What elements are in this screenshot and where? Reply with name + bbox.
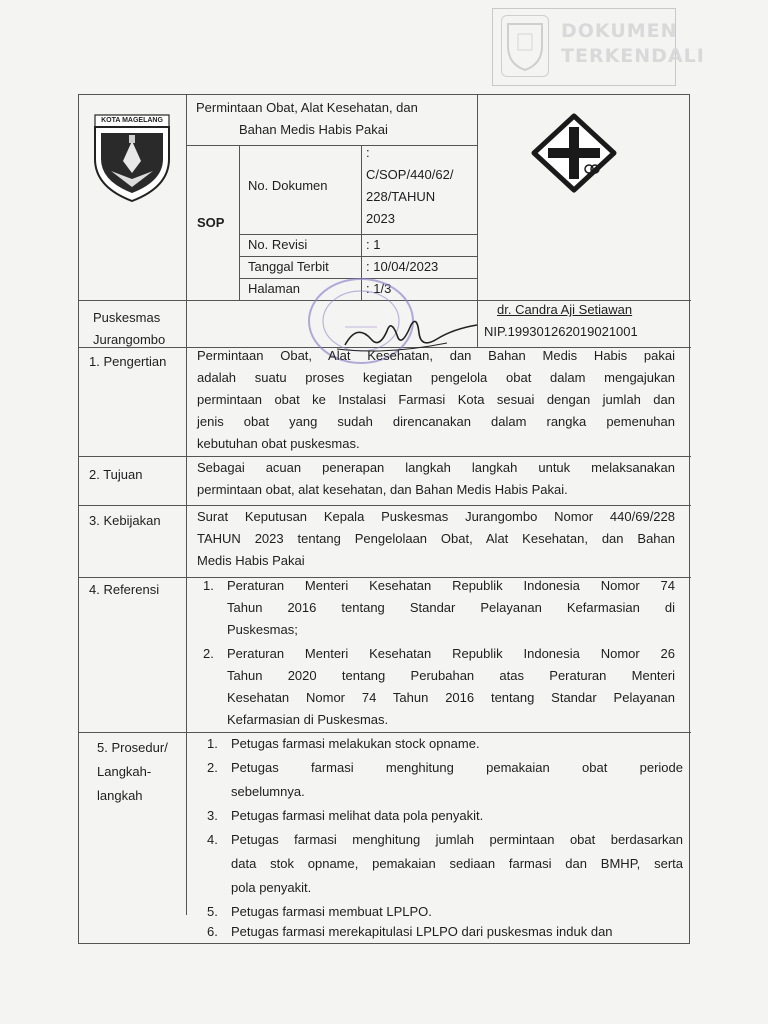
- logo-caption: KOTA MAGELANG: [101, 117, 163, 124]
- no-revisi-label: No. Revisi: [248, 237, 308, 252]
- stamp-text-line2: TERKENDALI: [561, 45, 705, 67]
- prosedur-item-number: 3.: [207, 808, 218, 823]
- prosedur-item-number: 1.: [207, 736, 218, 751]
- sop-label: SOP: [197, 215, 225, 230]
- prosedur-item-line: Petugas farmasi menghitung pemakaian obat periode: [231, 760, 683, 775]
- prosedur-item-line: Petugas farmasi menghitung jumlah permintaan obat berdasarkan: [231, 832, 683, 847]
- pengertian-line: jenis obat yang sudah direncanakan dalam rangka pemenuhan: [197, 414, 675, 429]
- section-label-pengertian: 1. Pengertian: [89, 354, 167, 369]
- prosedur-item-line: Petugas farmasi merekapitulasi LPLPO dari puskesmas induk dan: [231, 924, 613, 939]
- no-dokumen-value-0: :: [366, 145, 370, 160]
- sop-divider: [239, 145, 240, 300]
- pengertian-line: Permintaan Obat, Alat Kesehatan, dan Bahan Medis Habis pakai: [197, 348, 675, 363]
- sop-document: [78, 94, 690, 944]
- no-revisi-value: : 1: [366, 237, 381, 252]
- puskesmas-logo: [531, 113, 617, 193]
- section-label-prosedur: Langkah-: [97, 764, 152, 779]
- kota-magelang-logo: [91, 113, 173, 203]
- document-title-line2: Bahan Medis Habis Pakai: [239, 122, 388, 137]
- stamp-emblem-icon: [501, 15, 549, 77]
- referensi-item-line: Puskesmas;: [227, 622, 298, 637]
- no-dokumen-value-3: 2023: [366, 211, 395, 226]
- prosedur-item-line: Petugas farmasi membuat LPLPO.: [231, 904, 432, 919]
- stamp-text-line1: DOKUMEN: [561, 20, 678, 42]
- controlled-document-stamp: [492, 8, 705, 86]
- no-dokumen-value-1: C/SOP/440/62/: [366, 167, 454, 182]
- prosedur-item-line: Petugas farmasi melakukan stock opname.: [231, 736, 480, 751]
- kebijakan-line: Surat Keputusan Kepala Puskesmas Jurangombo Nomor 440/69/228: [197, 509, 675, 524]
- document-title-line1: Permintaan Obat, Alat Kesehatan, dan: [196, 100, 418, 115]
- prosedur-item-line: Petugas farmasi melihat data pola penyakit.: [231, 808, 484, 823]
- pengertian-line: permintaan obat ke Instalasi Farmasi Kota sesuai dengan jumlah dan: [197, 392, 675, 407]
- section-label-prosedur: 5. Prosedur/: [97, 740, 168, 755]
- referensi-item-line: Kefarmasian di Puskesmas.: [227, 712, 389, 727]
- no-dokumen-value-2: 228/TAHUN: [366, 189, 436, 204]
- referensi-item-line: Tahun 2016 tentang Standar Pelayanan Kefarmasian di: [227, 600, 675, 615]
- tanggal-terbit-value: : 10/04/2023: [366, 259, 439, 274]
- prosedur-item-number: 6.: [207, 924, 218, 939]
- referensi-item-line: Peraturan Menteri Kesehatan Republik Indonesia Nomor 74: [227, 578, 675, 593]
- puskesmas-name-line1: Puskesmas: [93, 310, 161, 325]
- title-divider: [186, 145, 477, 146]
- referensi-item-line: Tahun 2020 tentang Perubahan atas Peraturan Menteri: [227, 668, 675, 683]
- prosedur-item-line: data stok opname, pemakaian sediaan farmasi dan BMHP, serta: [231, 856, 683, 871]
- logo-divider: [477, 95, 478, 300]
- kebijakan-line: Medis Habis Pakai: [197, 553, 305, 568]
- signer-nip: NIP.199301262019021001: [484, 324, 638, 339]
- section-label-tujuan: 2. Tujuan: [89, 467, 143, 482]
- referensi-item-number: 1.: [203, 578, 214, 593]
- section-label-prosedur: langkah: [97, 788, 143, 803]
- prosedur-item-line: sebelumnya.: [231, 784, 305, 799]
- signer-name: dr. Candra Aji Setiawan: [497, 302, 633, 317]
- halaman-value: : 1/3: [366, 281, 392, 296]
- section-label-kebijakan: 3. Kebijakan: [89, 513, 161, 528]
- no-dokumen-label: No. Dokumen: [248, 178, 328, 193]
- puskesmas-name-line2: Jurangombo: [93, 332, 166, 347]
- tujuan-line: Sebagai acuan penerapan langkah langkah untuk melaksanakan: [197, 460, 675, 475]
- pengertian-line: adalah suatu proses kegiatan pengelola obat dalam mengajukan: [197, 370, 675, 385]
- prosedur-item-line: pola penyakit.: [231, 880, 312, 895]
- prosedur-item-number: 2.: [207, 760, 218, 775]
- pengertian-line: kebutuhan obat puskesmas.: [197, 436, 360, 451]
- tanggal-terbit-label: Tanggal Terbit: [248, 259, 329, 274]
- referensi-item-line: Peraturan Menteri Kesehatan Republik Indonesia Nomor 26: [227, 646, 675, 661]
- referensi-item-line: Kesehatan Nomor 74 Tahun 2016 tentang Standar Pelayanan: [227, 690, 675, 705]
- kebijakan-line: TAHUN 2023 tentang Pengelolaan Obat, Alat Kesehatan, dan Bahan: [197, 531, 675, 546]
- prosedur-item-number: 4.: [207, 832, 218, 847]
- referensi-item-number: 2.: [203, 646, 214, 661]
- section-label-referensi: 4. Referensi: [89, 582, 160, 597]
- tujuan-line: permintaan obat, alat kesehatan, dan Bahan Medis Habis Pakai.: [197, 482, 568, 497]
- halaman-label: Halaman: [248, 281, 301, 296]
- prosedur-item-number: 5.: [207, 904, 218, 919]
